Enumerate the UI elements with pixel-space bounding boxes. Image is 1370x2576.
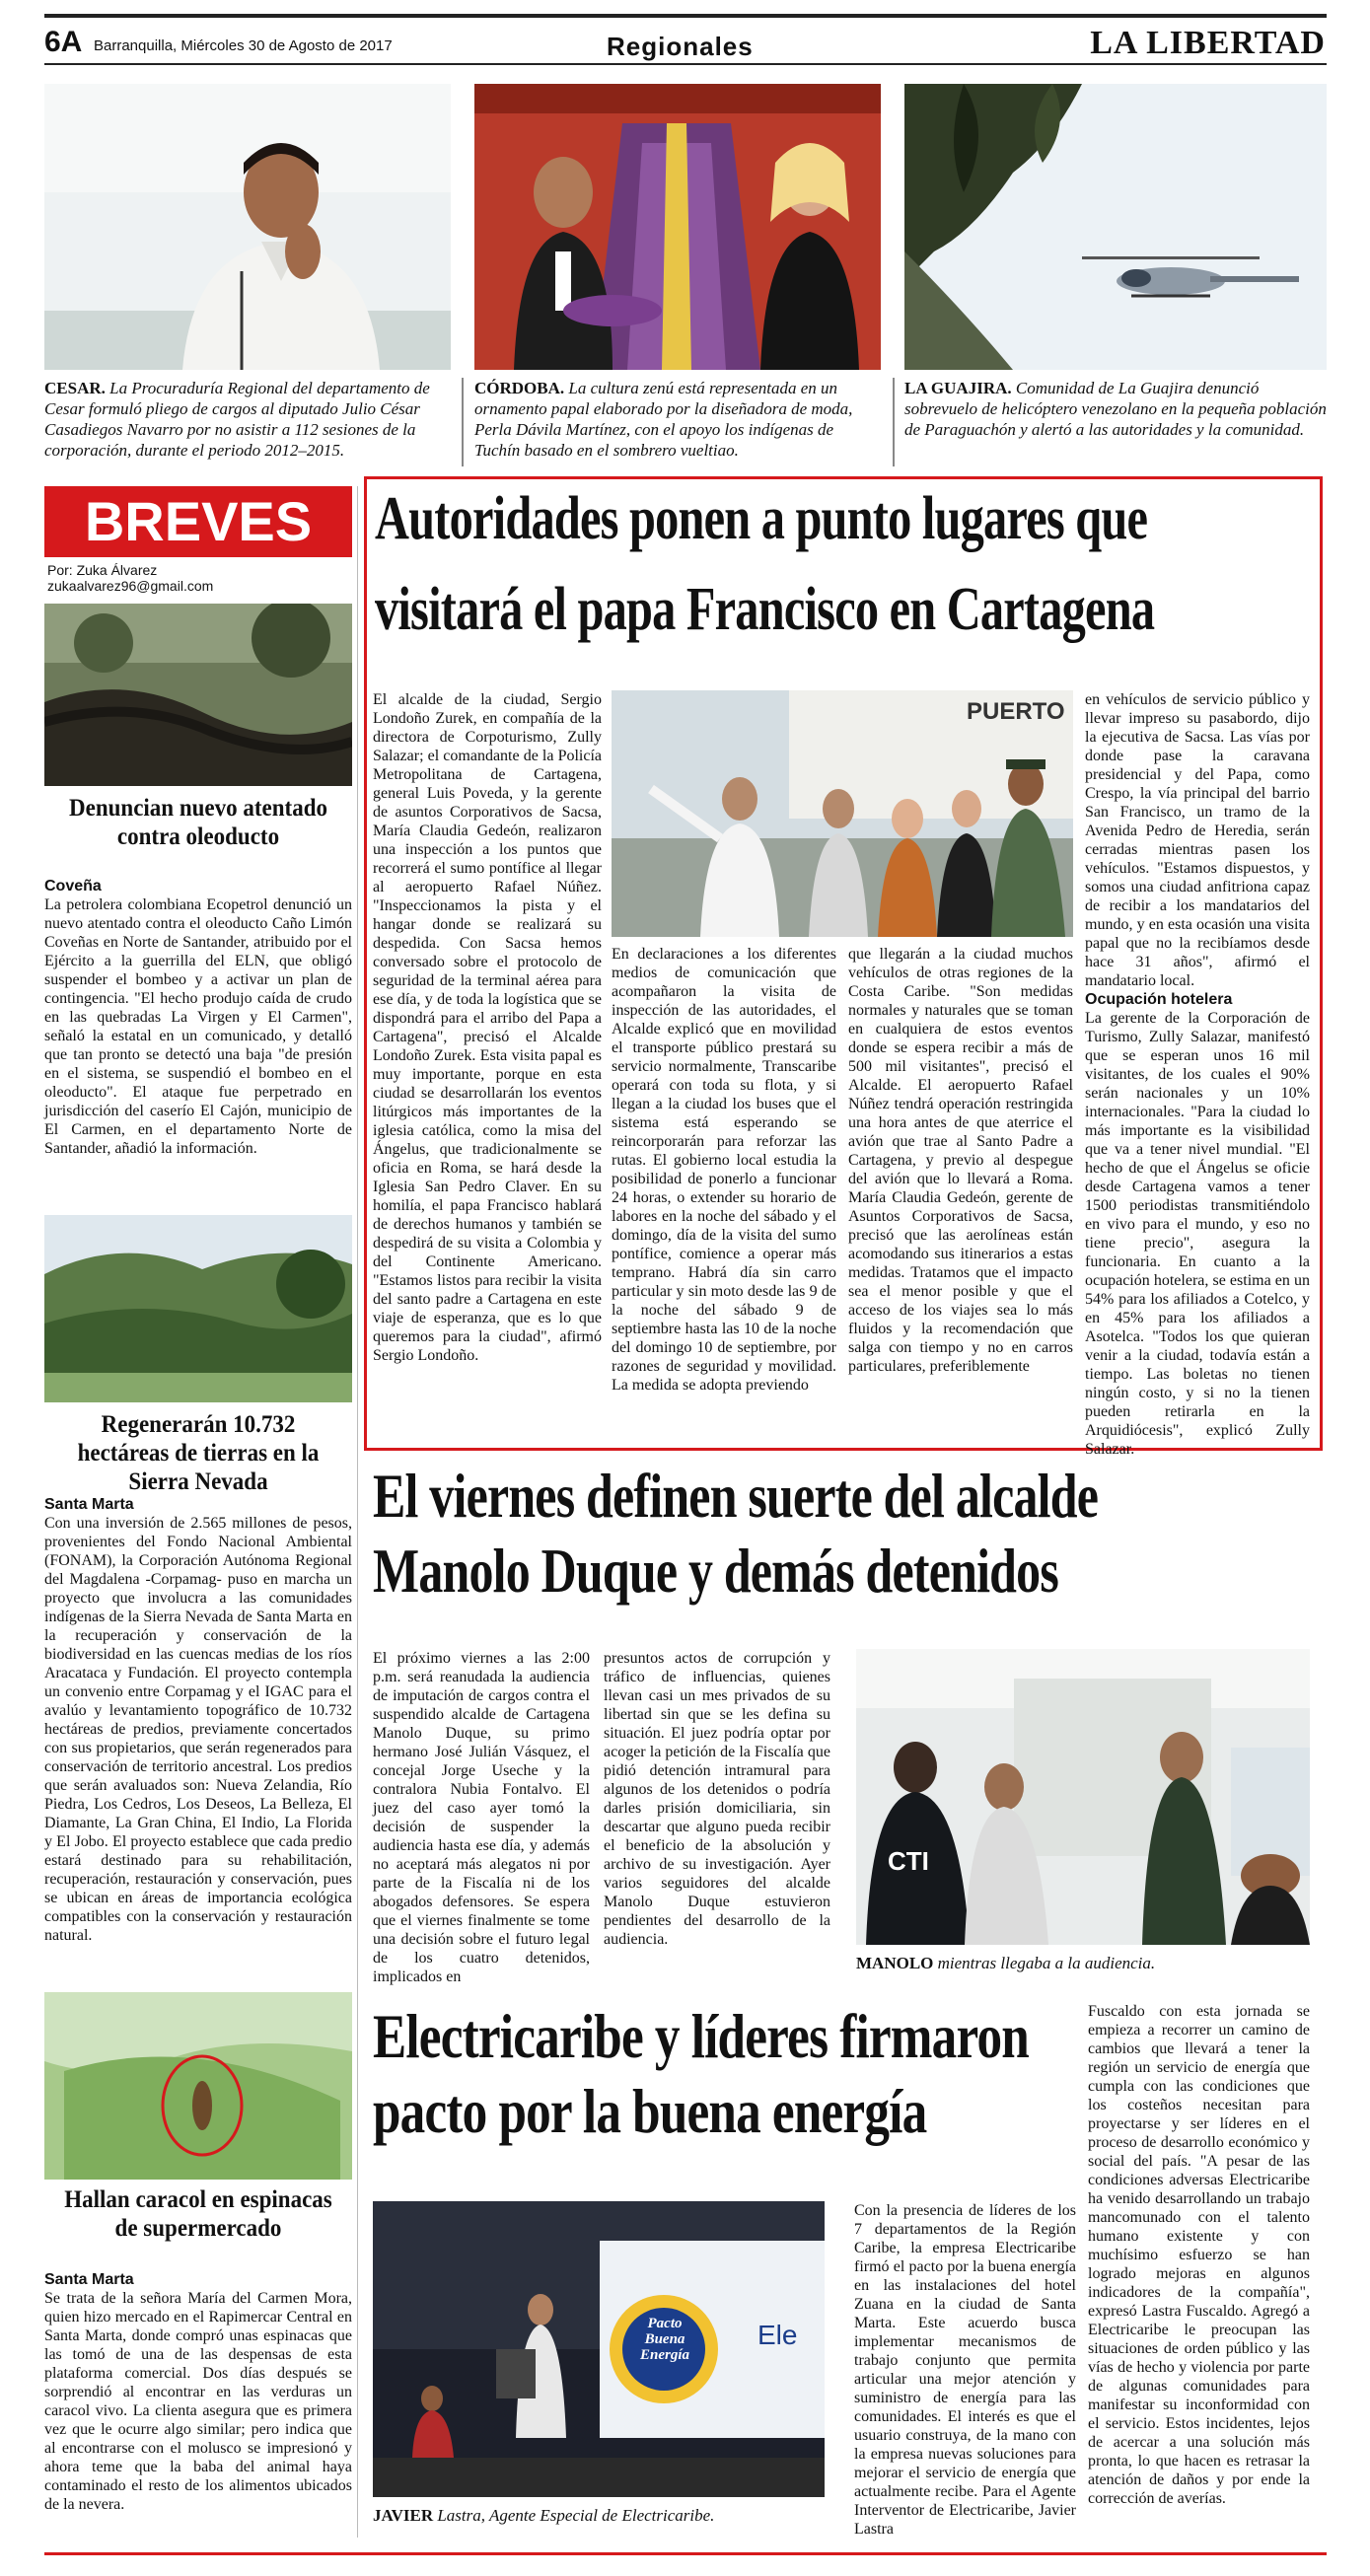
byline-author: Por: Zuka Álvarez [47, 562, 158, 578]
caption-text: mientras llegaba a la audiencia. [937, 1954, 1156, 1972]
caption-la-guajira [904, 378, 1327, 440]
edition-date: Barranquilla, Miércoles 30 de Agosto de 2017 [94, 37, 393, 54]
brief-location: Santa Marta [44, 2271, 134, 2288]
article1-subhead: Ocupación hotelera [1085, 991, 1233, 1008]
brief-body: Se trata de la señora María del Carmen Mora, quien hizo mercado en el Rapimercar Central en Santa Marta, donde compró unas espinacas que las tomó de una de las despensas de esta plataforma comercial. Dos días después se sorprendió al encontrar en las verduras un caracol vivo. La clienta asegura que es primera vez que le ocurre algo similar; pero indica que al encontrarse con el molusco se impresionó y ahora teme que la baba del animal haya contaminado el resto de los alimentos ubicados de la nevera. [44, 2290, 352, 2513]
photo-cordoba [474, 84, 881, 370]
caption-name: JAVIER [373, 2506, 434, 2525]
caption-manolo [856, 1953, 1310, 1973]
photo-electricaribe-event [373, 2201, 825, 2497]
article1-column-1: El alcalde de la ciudad, Sergio Londoño Zurek, en compañía de la directora de Corpoturismo, Zully Salazar; el comandante de la Policía Metropolitana de Cartagena, general Luis Poveda, y la gerente de asuntos Corporativos de Sacsa, María Claudia Gedeón, realizaron una inspección a los puntos que recorrerá el sumo pontífice al llegar al aeropuerto Rafael Núñez. "Inspeccionamos la pista y el hangar donde se realizará su despedida. Con Sacsa hemos conversado sobre el protocolo de seguridad de la terminal aérea para ese día, y de toda la logística que se dispondrá para el arribo del Papa a Cartagena", precisó el Alcalde Londoño Zurek. Esta visita papal es muy importante, porque en esta ciudad se desarrollarán los eventos litúrgicos más importantes de la iglesia católica, como la misa del Ángelus, que tradicionalmente se oficia en Roma, se hará desde la Iglesia San Pedro Claver. En su homilía, el papa Francisco hablará de derechos humanos y también se despedirá de su visita a Colombia y del Continente Americano. "Estamos listos para recibir la visita del santo padre a Cartagena en este viaje de esperanza, que es lo que queremos para la ciudad", afirmó Sergio Londoño. [373, 691, 602, 1364]
brief-location: Coveña [44, 878, 102, 894]
photo-cesar [44, 84, 451, 370]
caption-place: LA GUAJIRA. [904, 379, 1012, 397]
byline-email: zukaalvarez96@gmail.com [47, 578, 214, 594]
banner-word: Energía [639, 2347, 689, 2363]
photo-oleoducto [44, 604, 352, 786]
header-rule [44, 63, 1327, 65]
breves-byline [47, 562, 213, 594]
article2-column-2: presuntos actos de corrupción y tráfico de influencias, quienes llevan casi un mes privados de su libertad sin que se les defina su situación. El juez podría optar por acoger la petición de la Fiscalía que pidió detención intramural para algunos de los detenidos o podría darles prisión domiciliaria, sin descartar que alguno pueda recibir el beneficio de la absolución y archivo de su investigación. Ayer varios seguidores del alcalde Manolo Duque estuvieron pendientes del desarrollo de la audiencia. [604, 1650, 830, 1948]
caption-javier [373, 2505, 825, 2526]
bottom-rule [44, 2552, 1327, 2555]
article1-column-4 [1085, 690, 1310, 1459]
event-banner-logo [635, 2316, 694, 2363]
article3-column-1: Con la presencia de líderes de los 7 departamentos de la Región Caribe, la empresa Electricaribe firmó el pacto por la buena energía en las instalaciones del hotel Zuana en la ciudad de Santa Marta. Este acuerdo busca implementar mecanismos de trabajo conjunto que permita articular una mejor atención y suministro de energía para las comunidades. El interés es que el usuario construya, de la mano con la empresa nuevas soluciones para mejorar el servicio de energía que actualmente recibe. Para el Agente Interventor de Electricaribe, Javier Lastra [854, 2202, 1076, 2538]
article2-headline-line2: Manolo Duque y demás detenidos [373, 1536, 1058, 1606]
section-title: Regionales [607, 32, 754, 61]
article2-headline-line1: El viernes definen suerte del alcalde [373, 1461, 1099, 1531]
breves-title: BREVES [44, 486, 352, 557]
cti-vest-label: CTI [888, 1846, 929, 1876]
caption-place: CESAR. [44, 379, 106, 397]
caption-text: La cultura zenú está representada en un ornamento papal elaborado por la diseñadora de moda, Perla Dávila Martínez, con el apoyo los indígenas de Tuchín basado en el sombrero vueltiao. [474, 379, 853, 460]
banner-word: Pacto [647, 2316, 683, 2331]
caption-text: Lastra, Agente Especial de Electricaribe. [437, 2506, 715, 2525]
caption-cordoba [474, 378, 881, 461]
brief-title: Regenerarán 10.732 hectáreas de tierras en la Sierra Nevada [77, 1411, 320, 1495]
brief-location: Santa Marta [44, 1496, 134, 1513]
brief-body: Con una inversión de 2.565 millones de pesos, provenientes del Fondo Nacional Ambiental (FONAM), la Corporación Autónoma Regional del Magdalena -Corpamag- puso en marcha un proyecto que involucra a las comunidades indígenas de la Sierra Nevada de Santa Marta en la recuperación y conservación de la biodiversidad en las cuencas medias de los ríos Aracataca y Fundación. El proyecto contempla un convenio entre Corpamag y el IGAC para el avalúo y levantamiento topográfico de 10.732 hectáreas de predios, previamente concertados con sus propietarios, que serán regenerados para conservación de territorio ancestral. Los predios que serán avaluados son: Nueva Zelandia, Río Piedra, Los Cedros, Los Deseos, La Belleza, El Diamante, La Gran China, El Indio, La Florida y El Jobo. El proyecto establece que cada predio estará destinado para su rehabilitación, recuperación, restauración y conservación, pues se ubican en áreas de importancia ecológica compatibles con la conservación y restauración natural. [44, 1515, 352, 1944]
caption-text: La Procuraduría Regional del departamento de Cesar formuló pliego de cargos al diputado Julio César Casadiegos Navarro por no asistir a 112 sesiones de la corporación, durante el periodo 2012–2015. [44, 379, 430, 460]
newspaper-brand: LA LIBERTAD [1090, 25, 1326, 61]
terminal-sign: PUERTO [967, 698, 1065, 725]
brief-title: Denuncian nuevo atentado contra oleoducto [69, 795, 327, 850]
brief-title: Hallan caracol en espinacas de supermercado [64, 2186, 332, 2242]
article3-headline-line1: Electricaribe y líderes firmaron [373, 2001, 1029, 2071]
article1-headline-line1: Autoridades ponen a punto lugares que [375, 485, 1148, 552]
article1-column-2: En declaraciones a los diferentes medios de comunicación que acompañaron la visita de inspección de las autoridades, el Alcalde explicó que en movilidad el transporte público prestará su servicio normalmente, Transcaribe operará con toda su flota, y si llegan a la ciudad los buses que el sistema está esperando se reincorporarán para reforzar las rutas. El gobierno local estudia la posibilidad de ponerlo a funcionar 24 horas, o extender su horario de labores en la noche del sábado y el domingo, día de la visita del sumo pontífice, comience a operar más temprano. Habrá día sin carro particular y sin moto desde las 9 de la noche del sábado 9 de septiembre hasta las 10 de la noche del domingo 10 de septiembre, por razones de seguridad y movilidad. La medida se adopta previendo [612, 946, 836, 1394]
sidebar-divider [357, 486, 358, 2538]
event-banner-brand: Ele [757, 2320, 798, 2350]
photo-sierra-nevada [44, 1215, 352, 1402]
caption-text: Comunidad de La Guajira denunció sobrevuelo de helicóptero venezolano en la pequeña población de Paraguachón y alertó a las autoridades y la comunidad. [904, 379, 1327, 439]
article2-column-1: El próximo viernes a las 2:00 p.m. será reanudada la audiencia de imputación de cargos contra el suspendido alcalde de Cartagena Manolo Duque, su primo hermano José Julián Vásquez, el concejal Jorge Useche y la contralora Nubia Fontalvo. El juez del caso ayer tomó la decisión de suspender la audiencia hasta ese día, y además no aceptará más alegatos ni por parte de la Fiscalía ni de los abogados defensores. Se espera que el viernes finalmente se tome una decisión sobre el futuro legal de los cuatro detenidos, implicados en [373, 1650, 590, 1985]
top-rule [44, 14, 1327, 18]
article1-headline-line2: visitará el papa Francisco en Cartagena [375, 576, 1155, 643]
caption-cesar [44, 378, 451, 461]
caption-name: MANOLO [856, 1954, 934, 1972]
brief-body: La petrolera colombiana Ecopetrol denunció un nuevo atentado contra el oleoducto Caño Limón Coveñas en Norte de Santander, atribuido por el Ejército a la guerrilla del ELN, que obligó suspender el bombeo y a activar un plan de contingencia. "El hecho produjo caída de crudo en las quebradas La Virgen y El Carmen", señaló la estatal en un comunicado, y detalló que tan pronto se detectó una baja "de presión en el sistema, se suspendió el bombeo en el oleoducto". El ataque fue perpetrado en jurisdicción del caserío El Cajón, municipio de El Carmen, en el departamento Norte de Santander, añadió la información. [44, 896, 352, 1157]
banner-word: Buena [644, 2331, 685, 2347]
article3-headline-line2: pacto por la buena energía [373, 2076, 927, 2146]
photo-la-guajira [904, 84, 1327, 370]
article3-column-2: Fuscaldo con esta jornada se empieza a recorrer un camino de cambios que llevará a tener la región un servicio de energía que cumpla con las condiciones que los costeños necesitan para proyectarse y ser líderes en el proceso de desarrollo económico y social del país. "A pesar de las condiciones adversas Electricaribe ha venido desarrollando un trabajo mancomunado con el talento humano existente y con muchísimo esfuerzo se han logrado mejoras en algunos indicadores de la compañía", expresó Lastra Fuscaldo. Agregó a Electricaribe le preocupan las situaciones de orden público y las vías de hecho y violencia por parte de algunas comunidades para manifestar su inconformidad con el servicio. Estos incidentes, lejos de acercar a una solución más pronta, lo que hacen es retrasar la atención de daños y por ende la corrección de averías. [1088, 2003, 1310, 2507]
article1-column-4-text-b: La gerente de la Corporación de Turismo, Zully Salazar, manifestó que se esperan unos 16 mil visitantes, de los cuales el 90% serán nacionales y un 10% internacionales. "Para la ciudad lo más importante es la visibilidad que va a tener nivel mundial. "El hecho de que el Ángelus se oficie desde Cartagena vamos a tener 1500 periodistas transmitiéndolo en vivo para el mundo, y eso no tiene precio", asegura la funcionaria. En cuanto a la ocupación hotelera, se estima en un 54% para los afiliados a Cotelco, y en 45% para los afiliados a Asotelca. "Todos los que quieran venir a la ciudad, todavía están a tiempo. Las boletas no tienen ningún costo, y si no la tienen pueden retirarla en la Arquidiócesis", explicó Zully Salazar. [1085, 1010, 1310, 1458]
page-number: 6A [44, 26, 83, 58]
photo-airport-inspection [612, 690, 1073, 937]
article1-column-4-text: en vehículos de servicio público y llevar impreso su pasabordo, dijo la ejecutiva de Sacsa. Las vías por donde pase la caravana presidencial y del Papa, como Crespo, la vía principal del barrio San Francisco, un tramo de la Avenida Pedro de Heredia, serán cerradas mientras pasen los vehículos. "Estamos dispuestos, y somos una ciudad anfitriona capaz de recibir a los mandatarios del mundo, y en esta ocasión una visita papal que no la recibíamos desde hace 31 años", afirmó el mandatario local. [1085, 691, 1310, 989]
photo-manolo-duque [856, 1649, 1310, 1945]
photo-caracol [44, 1992, 352, 2180]
caption-divider [462, 378, 464, 466]
caption-divider [893, 378, 895, 466]
caption-place: CÓRDOBA. [474, 379, 565, 397]
article1-column-3: que llegarán a la ciudad muchos vehículos de otras regiones de la Costa Caribe. "Son medidas normales y naturales que se toman en cualquiera de estos eventos donde se espera recibir a más de 500 mil visitantes", precisó el Alcalde. El aeropuerto Rafael Núñez tendrá operación restringida una hora antes de que aterrice el avión que trae al Santo Padre a Cartagena, y previo al despegue del avión que lo llevará a Roma. María Claudia Gedeón, gerente de Asuntos Corporativos de Sacsa, precisó que las aerolíneas están acomodando sus itinerarios a estas medidas. Tratamos que el impacto sea el menor posible y que el acceso de los viajes sea lo más fluidos y la recomendación que salga con tiempo y no en carros particulares, preferiblemente [848, 946, 1073, 1375]
